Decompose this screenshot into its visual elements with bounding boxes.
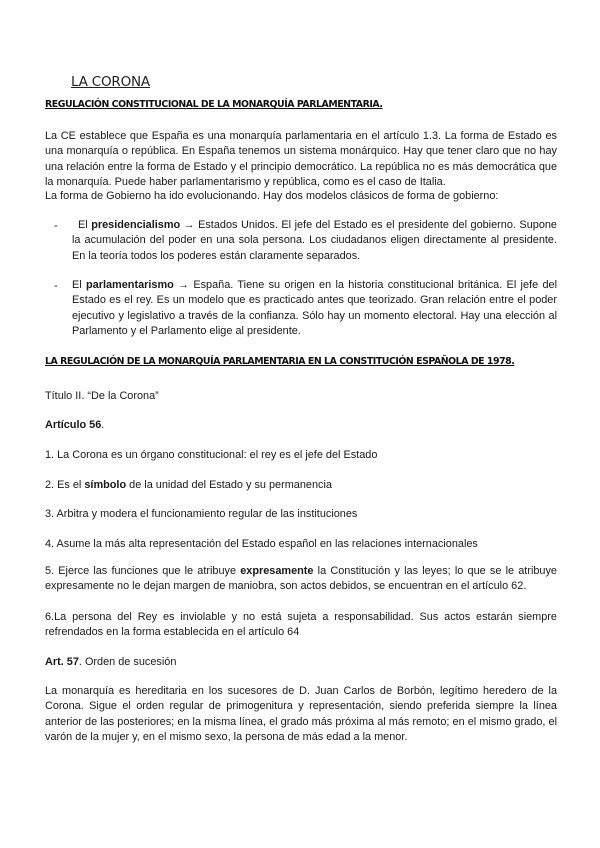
article-item-5 <box>45 564 557 595</box>
text-span: 5. Ejerce las funciones que le atribuye <box>45 565 241 577</box>
text-span: → España. Tiene su origen en la historia constitucional británica. El jefe del Estado es el rey. Es un modelo que es practicado antes que teorizado. Gran relación entre el poder ejecutivo y legislativo a través de la confianza. Sólo hay un momento electoral. Hay una elección al Parlamento y el Parlamento elige al presidente. <box>72 279 557 338</box>
article-56-heading <box>45 418 104 433</box>
intro-paragraph: La CE establece que España es una monarquía parlamentaria en el artículo 1.3. La forma de Estado es una monarquía o república. En España tenemos un sistema monárquico. Hay que tener claro que no hay una relación entre la forma de Estado y el principio democrático. La república no es más democrática que la monarquía. Puede haber parlamentarismo y república, como es el caso de Italia. <box>45 130 557 189</box>
section-heading-constitucion: LA REGULACIÓN DE LA MONARQUÍA PARLAMENTARIA EN LA CONSTITUCIÓN ESPAÑOLA DE 1978. <box>45 356 515 367</box>
article-57-label: Art. 57 <box>45 656 79 668</box>
page-title: LA CORONA <box>71 74 150 90</box>
term-expresamente: expresamente <box>240 565 314 577</box>
article-item-4: 4. Asume la más alta representación del Estado español en las relaciones internacionales <box>45 538 478 550</box>
text-span: El <box>72 279 87 291</box>
titulo-line: Título II. “De la Corona” <box>45 390 159 402</box>
bullet-marker: - <box>54 280 58 292</box>
text-span: la Constitución y las leyes; lo que se le atribuye expresamente no le dejan margen de maniobra, son actos debidos, se encuentran en el artículo 62. <box>45 565 557 593</box>
article-item-2 <box>45 478 332 493</box>
term-parlamentarismo: parlamentarismo <box>86 279 174 291</box>
section-heading-regulacion: REGULACIÓN CONSTITUCIONAL DE LA MONARQUÍA PARLAMENTARIA. <box>45 99 383 110</box>
models-line: La forma de Gobierno ha ido evolucionando. Hay dos modelos clásicos de forma de gobierno: <box>45 190 499 202</box>
article-item-3: 3. Arbitra y modera el funcionamiento regular de las instituciones <box>45 508 358 520</box>
term-presidencialismo: presidencialismo <box>91 219 181 231</box>
text-span: . <box>101 419 105 431</box>
text-span: de la unidad del Estado y su permanencia <box>126 479 332 491</box>
article-57-heading <box>45 655 176 670</box>
list-item-presidencialismo <box>72 218 557 264</box>
bullet-marker: - <box>54 220 58 232</box>
text-span: . Orden de sucesión <box>78 656 177 668</box>
article-item-1: 1. La Corona es un órgano constitucional: el rey es el jefe del Estado <box>45 449 378 461</box>
article-57-paragraph: La monarquía es hereditaria en los sucesores de D. Juan Carlos de Borbón, legítimo heredero de la Corona. Sigue el orden regular de primogenitura y representación, siendo preferida siempre la línea anterior de las posteriores; en la misma línea, el grado más próxima al más remoto; en el mismo grado, el varón de la mujer y, en el mismo sexo, la persona de más edad a la menor. <box>45 685 557 744</box>
term-simbolo: símbolo <box>84 479 127 491</box>
article-item-6: 6.La persona del Rey es inviolable y no está sujeta a responsabilidad. Sus actos estarán siempre refrendados en la forma establecida en el artículo 64 <box>45 611 557 639</box>
text-span: → Estados Unidos. El jefe del Estado es el presidente del gobierno. Supone la acumulación del poder en una sola persona. Los ciudadanos eligen directamente al presidente. En la teoría todos los poderes están claramente separados. <box>72 219 557 262</box>
article-56-label: Artículo 56 <box>45 419 102 431</box>
text-span: El <box>78 219 92 231</box>
list-item-parlamentarismo <box>72 278 557 340</box>
text-span: 2. Es el <box>45 479 85 491</box>
